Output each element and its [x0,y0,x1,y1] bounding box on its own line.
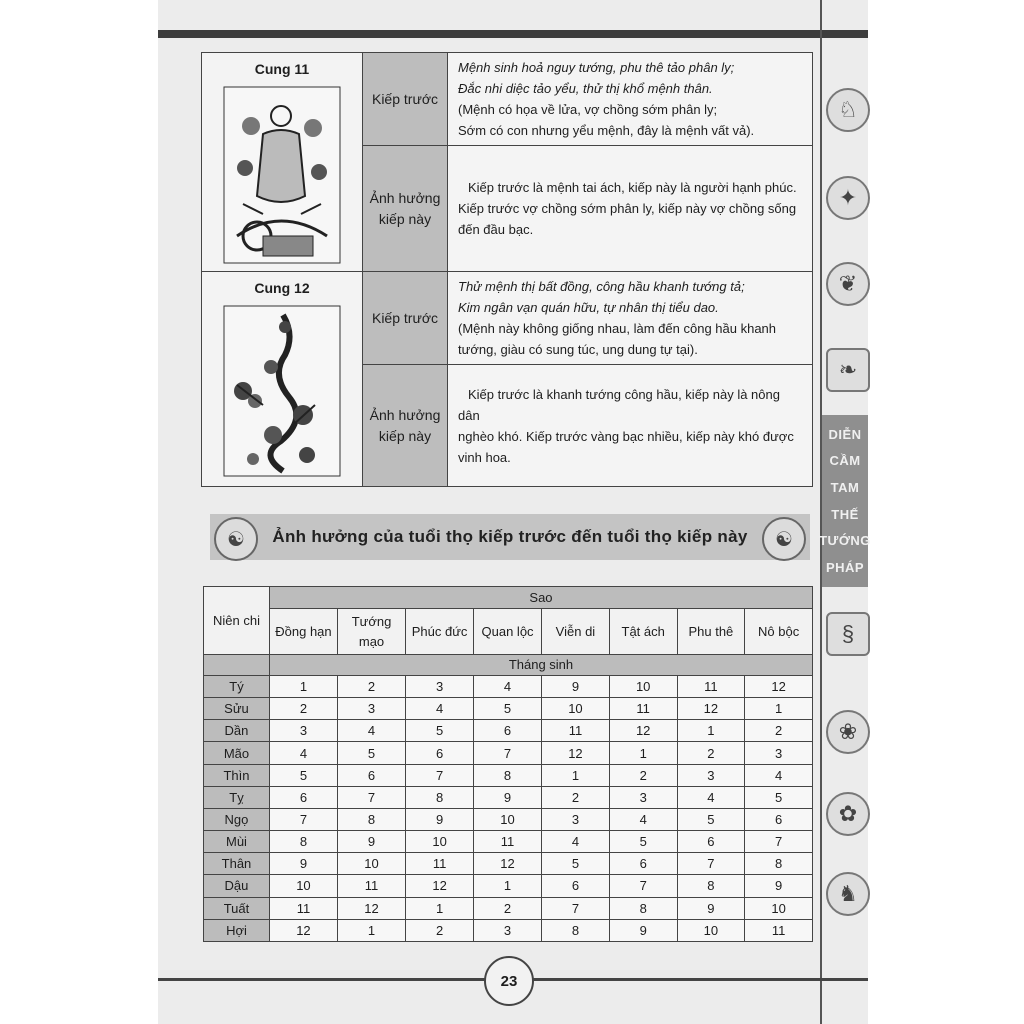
month-cell: 5 [474,698,542,720]
snake-icon: § [826,612,870,656]
month-cell: 3 [677,764,745,786]
month-cell: 10 [269,875,337,897]
month-cell: 2 [542,786,610,808]
influence-text [448,365,813,487]
influence-text [448,146,813,272]
table-row [204,676,813,698]
month-cell: 9 [269,853,337,875]
month-cell: 5 [406,720,474,742]
month-cell: 3 [542,808,610,830]
month-cell: 5 [609,831,677,853]
month-cell: 5 [677,808,745,830]
month-cell: 4 [677,786,745,808]
month-cell: 9 [609,919,677,941]
table-row [204,808,813,830]
horse-icon: ♘ [826,88,870,132]
month-cell: 12 [745,676,813,698]
month-cell: 2 [677,742,745,764]
month-cell: 4 [337,720,405,742]
column-header: Phu thê [677,609,745,655]
dragon-icon: ☯ [762,517,806,561]
row-name: Hợi [204,919,270,941]
month-cell: 9 [406,808,474,830]
month-cell: 6 [609,853,677,875]
month-cell: 12 [474,853,542,875]
month-cell: 6 [269,786,337,808]
month-cell: 1 [677,720,745,742]
month-cell: 10 [474,808,542,830]
month-cell: 10 [677,919,745,941]
month-cell: 12 [609,720,677,742]
month-cell: 11 [337,875,405,897]
rooster-icon: ❀ [826,710,870,754]
text-line: Kiếp trước là mệnh tai ách, kiếp này là người hạnh phúc. [468,180,797,195]
month-cell: 10 [337,853,405,875]
column-header: Nô bộc [745,609,813,655]
month-cell: 11 [542,720,610,742]
month-cell: 7 [542,897,610,919]
month-cell: 10 [609,676,677,698]
dragon-icon: ☯ [214,517,258,561]
month-cell: 4 [269,742,337,764]
month-cell: 2 [337,676,405,698]
deity-illustration-icon [223,305,341,477]
row-header-cell: Niên chi [204,587,270,655]
month-cell: 5 [745,786,813,808]
month-cell: 7 [337,786,405,808]
text-line: đến đầu bạc. [458,222,534,237]
row-name: Tuất [204,897,270,919]
column-header: Phúc đức [406,609,474,655]
cung-title: Cung 12 [254,280,310,296]
section-heading [210,514,810,560]
month-cell: 11 [269,897,337,919]
deity-illustration-icon [223,86,341,264]
month-cell: 3 [474,919,542,941]
sidebar-title-word: TAM [830,480,860,496]
row-label: Kiếp trước [363,272,448,365]
month-cell: 3 [745,742,813,764]
month-cell: 6 [406,742,474,764]
month-cell: 12 [269,919,337,941]
month-cell: 3 [406,676,474,698]
table-row [204,853,813,875]
month-cell: 4 [745,764,813,786]
month-cell: 1 [474,875,542,897]
row-name: Thân [204,853,270,875]
table-row [204,919,813,941]
row-name: Tỵ [204,786,270,808]
verse-text [448,53,813,146]
table-row [204,786,813,808]
tiger-icon: ❦ [826,262,870,306]
month-cell: 6 [337,764,405,786]
month-cell: 8 [745,853,813,875]
text-line: tướng, giàu có sung túc, ung dung tự tại). [458,342,698,357]
month-cell: 8 [542,919,610,941]
month-cell: 10 [745,897,813,919]
month-cell: 4 [474,676,542,698]
month-cell: 6 [542,875,610,897]
text-line: Mệnh sinh hoả nguy tướng, phu thê tảo phân ly; [458,60,735,75]
text-line: Sớm có con nhưng yểu mệnh, đây là mệnh vất vả). [458,123,755,138]
sidebar-title-word: PHÁP [825,560,865,576]
text-line: Thử mệnh thị bất đồng, công hầu khanh tướng tả; [458,279,745,294]
month-cell: 8 [677,875,745,897]
month-cell: 12 [337,897,405,919]
column-header: Đồng hạn [269,609,337,655]
month-cell: 7 [269,808,337,830]
bird-icon: ✦ [826,176,870,220]
row-name: Dậu [204,875,270,897]
month-cell: 1 [609,742,677,764]
month-cell: 8 [609,897,677,919]
text-line: Đắc nhi diệc tảo yểu, thử thị khổ mệnh thân. [458,81,713,96]
month-cell: 2 [745,720,813,742]
column-header: Tướng mạo [337,609,405,655]
month-cell: 9 [474,786,542,808]
text-line: Kiếp trước là khanh tướng công hầu, kiếp này là nông dân [458,386,780,423]
month-cell: 2 [474,897,542,919]
month-cell: 6 [745,808,813,830]
month-cell: 12 [406,875,474,897]
row-header-spacer [204,655,270,676]
table-row [204,831,813,853]
month-cell: 9 [677,897,745,919]
month-cell: 10 [406,831,474,853]
cung-11-image-cell [202,53,363,272]
row-label: Ảnh hưởng kiếp này [363,365,448,487]
month-cell: 5 [542,853,610,875]
table-row [204,720,813,742]
month-cell: 5 [269,764,337,786]
text-line: (Mệnh này không giống nhau, làm đến công hầu khanh [458,321,777,336]
month-cell: 6 [474,720,542,742]
month-cell: 2 [269,698,337,720]
sidebar-title [819,415,871,587]
month-cell: 11 [406,853,474,875]
text-line: Kim ngân vạn quán hữu, tự nhân thị tiểu dao. [458,300,719,315]
month-cell: 8 [337,808,405,830]
text-line: vinh hoa. [458,449,511,465]
verse-text [448,272,813,365]
month-cell: 8 [474,764,542,786]
month-cell: 7 [609,875,677,897]
month-cell: 1 [269,676,337,698]
cung-title: Cung 11 [254,61,310,77]
row-name: Tý [204,676,270,698]
row-name: Ngọ [204,808,270,830]
sidebar-title-word: DIỄN [828,426,862,442]
month-cell: 3 [337,698,405,720]
section-title: Ảnh hưởng của tuổi thọ kiếp trước đến tuổi thọ kiếp này [272,527,748,546]
month-cell: 1 [337,919,405,941]
row-label: Kiếp trước [363,53,448,146]
month-cell: 2 [609,764,677,786]
month-cell: 12 [677,698,745,720]
month-cell: 5 [337,742,405,764]
month-cell: 11 [745,919,813,941]
month-cell: 3 [269,720,337,742]
column-header: Viễn di [542,609,610,655]
month-cell: 4 [406,698,474,720]
turtle-icon: ✿ [826,792,870,836]
month-cell: 9 [337,831,405,853]
month-cell: 4 [542,831,610,853]
month-cell: 7 [745,831,813,853]
month-cell: 7 [677,853,745,875]
sidebar-title-word: CẦM [829,453,861,469]
row-label: Ảnh hưởng kiếp này [363,146,448,272]
page-number: 23 [484,956,534,1006]
month-cell: 7 [406,764,474,786]
month-cell: 7 [474,742,542,764]
row-name: Dần [204,720,270,742]
cung-table [201,52,813,487]
row-name: Sửu [204,698,270,720]
boar-icon: ♞ [826,872,870,916]
month-cell: 10 [542,698,610,720]
month-cell: 12 [542,742,610,764]
group-header: Sao [269,587,812,609]
month-cell: 3 [609,786,677,808]
sidebar-title-word: TƯỚNG [819,533,871,549]
sub-header: Tháng sinh [269,655,812,676]
table-row [204,875,813,897]
month-cell: 9 [745,875,813,897]
table-row [204,698,813,720]
row-name: Mùi [204,831,270,853]
text-line: (Mệnh có họa về lửa, vợ chồng sớm phân ly; [458,102,718,117]
month-cell: 11 [677,676,745,698]
cung-12-image-cell [202,272,363,487]
month-cell: 8 [269,831,337,853]
table-row [204,897,813,919]
month-cell: 9 [542,676,610,698]
month-cell: 1 [542,764,610,786]
month-cell: 1 [745,698,813,720]
month-cell: 6 [677,831,745,853]
table-row [204,742,813,764]
row-name: Thìn [204,764,270,786]
month-cell: 8 [406,786,474,808]
sidebar-title-word: THẾ [831,506,859,522]
lifespan-table [203,586,813,942]
table-row [204,764,813,786]
column-header: Quan lộc [474,609,542,655]
text-line: Kiếp trước vợ chồng sớm phân ly, kiếp này vợ chồng sống [458,201,797,216]
row-name: Mão [204,742,270,764]
month-cell: 11 [474,831,542,853]
column-header: Tật ách [609,609,677,655]
text-line: nghèo khó. Kiếp trước vàng bạc nhiều, kiếp này khó được [458,428,794,444]
top-rule [158,30,868,38]
month-cell: 4 [609,808,677,830]
month-cell: 2 [406,919,474,941]
month-cell: 1 [406,897,474,919]
month-cell: 11 [609,698,677,720]
dragon-icon: ❧ [826,348,870,392]
